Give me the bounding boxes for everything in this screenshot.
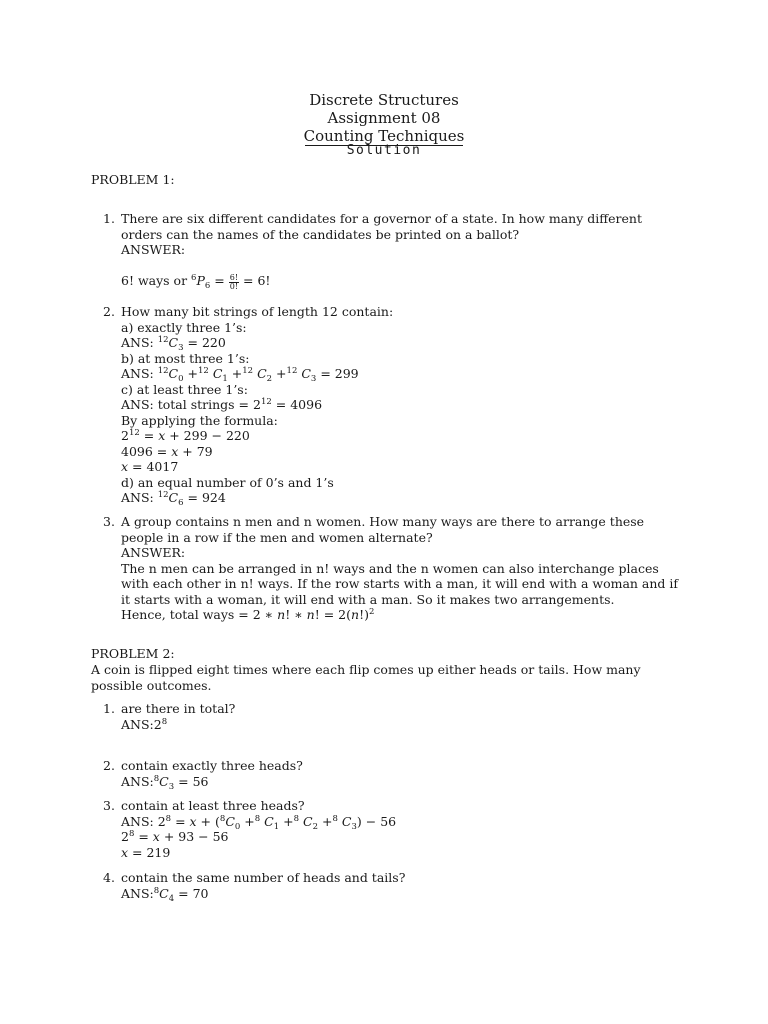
equation-2: x = 219 bbox=[121, 844, 171, 860]
problem-1-heading: PROBLEM 1: bbox=[91, 172, 175, 187]
answer-line: $ANS:^8C_4 = 70$ bbox=[121, 885, 209, 904]
part-c-equation-2: 4096 = x + 79 bbox=[121, 443, 213, 459]
topic-title: Counting Techniques bbox=[303, 127, 465, 145]
course-title: Discrete Structures bbox=[309, 91, 459, 109]
factorial-fraction: $\frac{6!}{0!}$ bbox=[229, 272, 239, 291]
item-number: 2. bbox=[103, 304, 115, 319]
answer-line: ANS: $2^8 = x + (^8C_0 +^8$ $C_1 +^8$ $C_2 +^8$ $C_3) - 56$ bbox=[121, 813, 397, 832]
question-text: A group contains n men and n women. How many ways are there to arrange these people in a row if the men and women alternate? bbox=[121, 514, 645, 545]
answer-label: ANSWER: bbox=[121, 242, 186, 257]
item-body bbox=[121, 514, 681, 623]
question-text: contain at least three heads? bbox=[121, 798, 305, 813]
question-text: contain exactly three heads? bbox=[121, 758, 303, 773]
item-body bbox=[121, 701, 681, 732]
answer-line: $ANS:2^8$ bbox=[121, 716, 168, 732]
item-number: 2. bbox=[103, 758, 115, 773]
answer-explanation: The n men can be arranged in n! ways and the n women can also interchange places with each other in n! ways. If the row starts with a man, it will end with a woman and if it starts with a woman, it will end with a man. So it makes two arrangements. bbox=[121, 560, 679, 607]
part-c-formula: By applying the formula: bbox=[121, 412, 278, 428]
part-d: d) an equal number of 0’s and 1’s bbox=[121, 474, 334, 490]
question-text: There are six different candidates for a governor of a state. In how many different orders can the names of the candidates be printed on a ballot? bbox=[121, 211, 642, 242]
item-number: 3. bbox=[103, 798, 115, 813]
item-body bbox=[121, 211, 681, 291]
answer-total: Hence, total ways = 2 ∗ n! ∗ n! = $2(n!)^2$ bbox=[121, 607, 375, 622]
question-text: contain the same number of heads and tails? bbox=[121, 870, 406, 885]
question-text: How many bit strings of length 12 contain: bbox=[121, 304, 394, 319]
item-number: 1. bbox=[103, 701, 115, 716]
item-number: 3. bbox=[103, 514, 115, 529]
item-body bbox=[121, 870, 681, 904]
part-a: a) exactly three 1’s: bbox=[121, 319, 247, 335]
item-number: 1. bbox=[103, 211, 115, 226]
answer-line: $ANS:^8C_3 = 56$ bbox=[121, 773, 209, 792]
part-c: c) at least three 1’s: bbox=[121, 381, 248, 397]
title-block bbox=[0, 91, 768, 157]
item-body bbox=[121, 758, 681, 792]
solution-subtitle: Solution bbox=[346, 143, 422, 158]
problem-2-intro: A coin is flipped eight times where each flip comes up either heads or tails. How many possible outcomes. bbox=[91, 662, 641, 693]
question-text: are there in total? bbox=[121, 701, 236, 716]
item-body bbox=[121, 798, 681, 860]
equation-1: $2^8 = x + 93 - 56$ bbox=[121, 829, 229, 844]
part-d-answer: ANS: $^{12}C_6 = 924$ bbox=[121, 490, 226, 508]
part-c-equation-1: $2^{12} = x + 299 - 220$ bbox=[121, 428, 250, 443]
item-number: 4. bbox=[103, 870, 115, 885]
part-a-answer: ANS: $^{12}C_3 = 220$ bbox=[121, 335, 226, 353]
part-b: b) at most three 1’s: bbox=[121, 350, 250, 366]
part-c-answer: ANS: total strings = $2^{12} = 4096$ bbox=[121, 397, 323, 412]
part-b-answer: ANS: $^{12}C_0 +^{12}$ $C_1 +^{12}$ $C_2 +^{12}$ $C_3 = 299$ bbox=[121, 366, 359, 384]
assignment-title: Assignment 08 bbox=[327, 109, 441, 127]
answer-text: 6! ways or bbox=[121, 272, 188, 288]
part-c-equation-3: x = 4017 bbox=[121, 459, 179, 474]
problem-2-heading: PROBLEM 2: bbox=[91, 646, 175, 661]
item-body bbox=[121, 304, 681, 506]
answer-label: ANSWER: bbox=[121, 545, 186, 560]
answer-line bbox=[121, 273, 681, 291]
permutation-formula: $^6P_6$ = $\frac{6!}{0!}$ = 6! bbox=[191, 272, 271, 291]
